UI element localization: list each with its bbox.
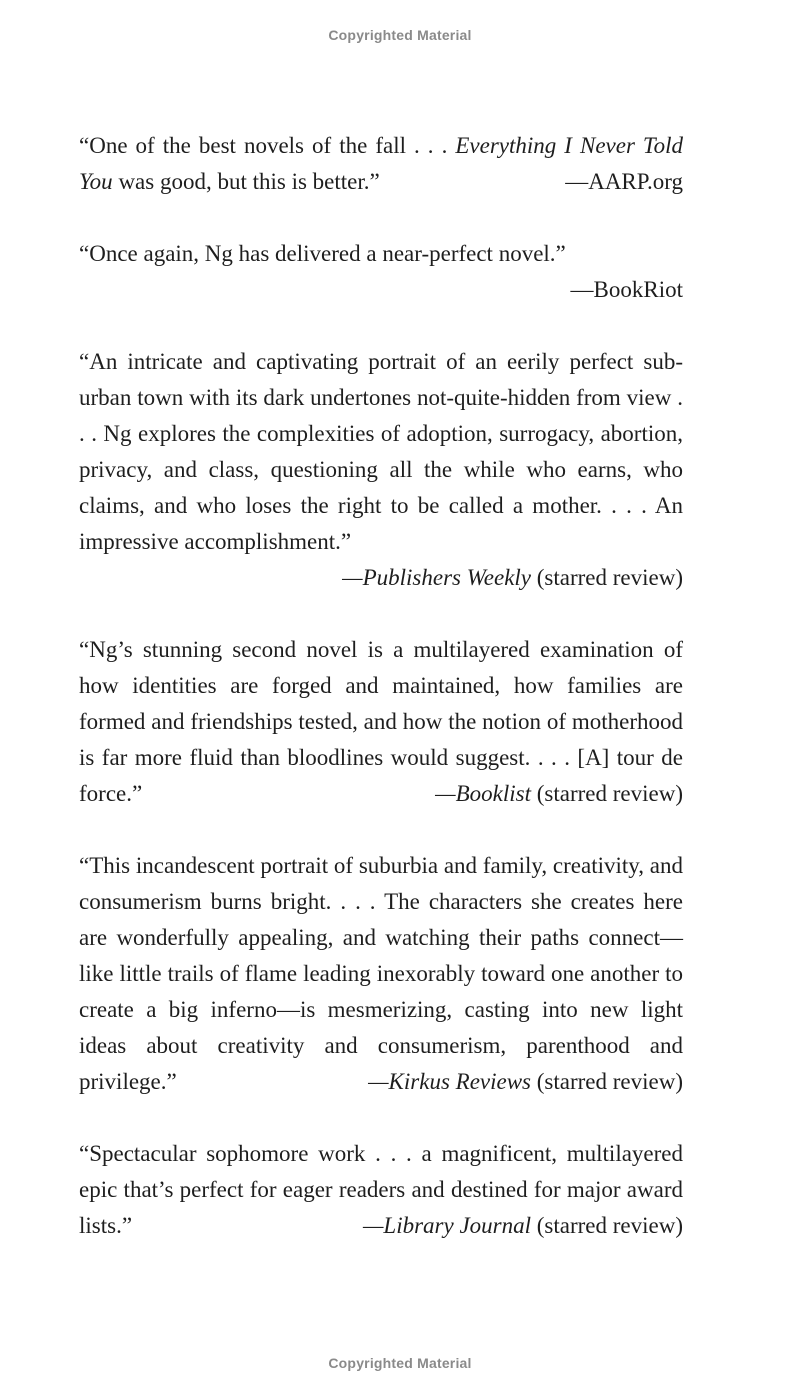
attribution-booklist (435, 776, 683, 812)
praise-page (79, 128, 683, 1280)
quote-book-title: Everything I Never Told You (79, 133, 683, 194)
attribution-note: (starred review) (531, 1069, 683, 1094)
quote-text: “This incandescent portrait of suburbia and family, creativity, and consumerism burns bright. . . . The characters she creates here are wonderfully appealing, and watching their paths connect—like little trails of flame leading inexorably toward one another to create a big inferno—is mesmerizing, casting into new light ideas about creativity and consumerism, parenthood and privilege.” (79, 853, 683, 1094)
quote-text-rest: was good, but this is better.” (112, 169, 380, 194)
attribution-kirkus (368, 1064, 683, 1100)
copyright-watermark-bottom: Copyrighted Material (328, 1355, 472, 1371)
attribution-source: —Kirkus Reviews (368, 1069, 532, 1094)
attribution-publishers-weekly (79, 560, 683, 596)
review-quote-kirkus (79, 848, 683, 1100)
attribution-note: (starred review) (531, 781, 683, 806)
review-quote-publishers-weekly (79, 344, 683, 596)
attribution-note: (starred review) (531, 1213, 683, 1238)
quote-text: “An intricate and captivating portrait of an eerily perfect suburban town with its dark undertones not-quite-hidden from view . . . Ng explores the complexities of adoption, surrogacy, abortion, privacy, and class, questioning all the while who earns, who claims, and who loses the right to be called a mother. . . . An impressive accomplishment.” (79, 349, 683, 554)
attribution-source: —Publishers Weekly (342, 565, 532, 590)
quote-text: “Ng’s stunning second novel is a multilayered examination of how identities are forged and maintained, how families are formed and friendships tested, and how the notion of motherhood is far more fluid than bloodlines would suggest. . . . [A] tour de force.” (79, 637, 683, 806)
copyright-watermark-top: Copyrighted Material (328, 27, 472, 43)
quote-text-lead: “One of the best novels of the fall . . . (79, 133, 456, 158)
quote-text: “Once again, Ng has delivered a near-perfect novel.” (79, 241, 566, 266)
attribution-source: —Booklist (435, 781, 532, 806)
attribution-note: (starred review) (531, 565, 683, 590)
attribution-library-journal (363, 1208, 683, 1244)
review-quote-library-journal (79, 1136, 683, 1244)
review-quote-aarp (79, 128, 683, 200)
attribution-source: —Library Journal (362, 1213, 532, 1238)
attribution-aarp: —AARP.org (565, 169, 683, 194)
quote-text: “Spectacular sophomore work . . . a magnificent, multilayered epic that’s perfect for eager readers and destined for major award lists.” (79, 1141, 683, 1238)
attribution-bookriot: —BookRiot (570, 277, 683, 302)
review-quote-bookriot (79, 236, 683, 308)
review-quote-booklist (79, 632, 683, 812)
